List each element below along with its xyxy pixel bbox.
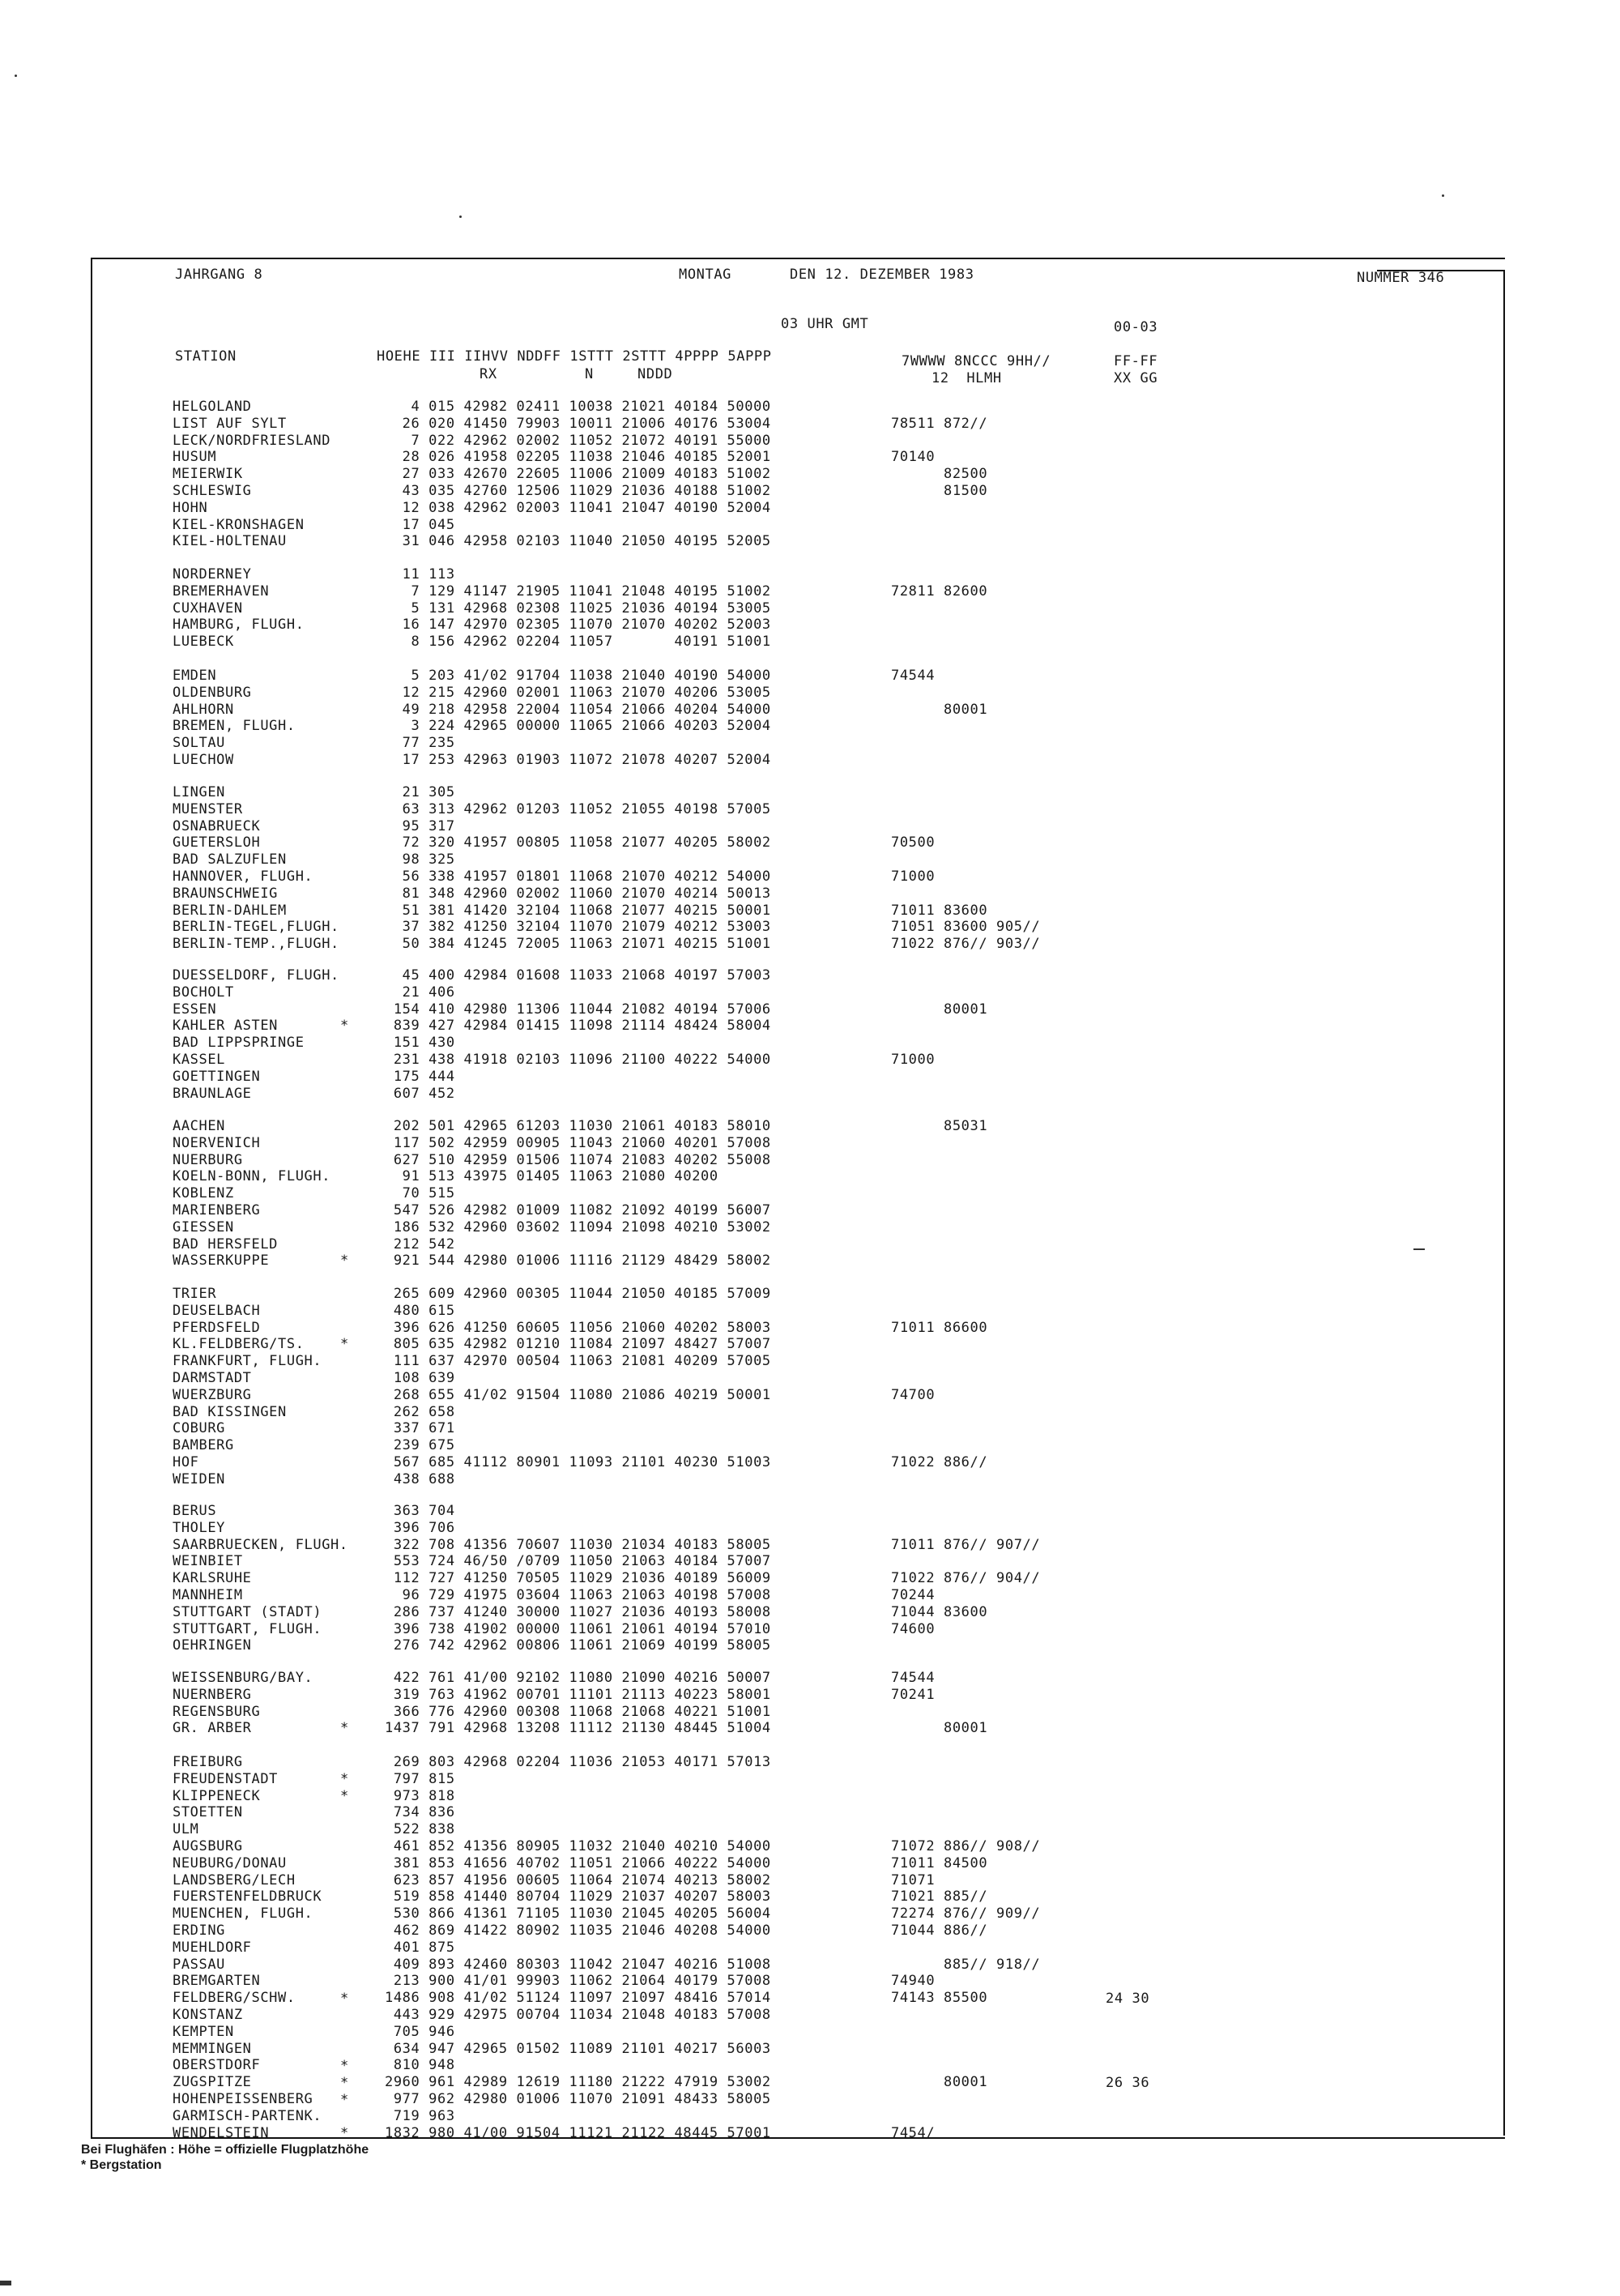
- column-weather-subheader: 12 HLMH: [932, 370, 1002, 386]
- scan-mark: [0, 2281, 11, 2285]
- mountain-station-marker: *: [340, 1018, 349, 1034]
- station-values-group-7: 265 609 42960 00305 11044 21050 40185 57009 480 615 396 626 41250 60605 11056 21060 40202 58003 805 635 42982 01210 11084 21097 48427 57007 111 637 42970 00504 11063 21081 40209 57005 108 639 268 655 41/02 91504 11080 21086 40219 50001 262 658 337 671 239 675 567 685 41112 80901 11093 21101 40230 51003 438 688: [393, 1286, 771, 1487]
- station-values-group-9: 422 761 41/00 92102 11080 21090 40216 50007 319 763 41962 00701 11101 21113 40223 58001 366 776 42960 00308 11068 21068 40221 51001 1437 791 42968 13208 11112 21130 48445 51004: [385, 1670, 771, 1737]
- mountain-station-marker: *: [340, 2092, 349, 2108]
- station-extra-group-1: 78511 872// 70140 82500 81500: [891, 415, 988, 499]
- date-label: DEN 12. DEZEMBER 1983: [790, 267, 974, 283]
- station-extra-group-6: 85031: [944, 1118, 988, 1134]
- mountain-station-marker: *: [340, 1771, 349, 1787]
- footnote-airport-height: Bei Flughäfen : Höhe = offizielle Flugplatzhöhe: [81, 2143, 369, 2157]
- mountain-station-marker: *: [340, 1720, 349, 1736]
- jahrgang-label: JAHRGANG 8: [175, 267, 263, 283]
- station-names-group-10: FREIBURG FREUDENSTADT KLIPPENECK STOETTEN ULM AUGSBURG NEUBURG/DONAU LANDSBERG/LECH FUERSTENFELDBRUCK MUENCHEN, FLUGH. ERDING MUEHLDORF PASSAU BREMGARTEN FELDBERG/SCHW. KONSTANZ KEMPTEN MEMMINGEN OBERSTDORF ZUGSPITZE HOHENPEISSENBERG GARMISCH-PARTENK. WENDELSTEIN: [173, 1754, 322, 2141]
- scan-speck: [1413, 1248, 1425, 1250]
- mountain-station-marker: *: [340, 1336, 349, 1352]
- observation-time: 03 UHR GMT: [781, 316, 869, 332]
- station-values-group-5: 45 400 42984 01608 11033 21068 40197 57003 21 406 154 410 42980 11306 11044 21082 40194 57006 839 427 42984 01415 11098 21114 48424 58004 151 430 231 438 41918 02103 11096 21100 40222 54000 175 444 607 452: [393, 967, 771, 1102]
- column-station-header: STATION: [175, 348, 237, 365]
- station-extra-group-8: 71011 876// 907// 71022 876// 904// 70244 71044 83600 74600: [891, 1536, 1041, 1637]
- station-extra-group-2: 72811 82600: [891, 583, 988, 600]
- frame-right-edge: [1503, 270, 1505, 2136]
- station-names-group-2: NORDERNEY BREMERHAVEN CUXHAVEN HAMBURG, FLUGH. LUEBECK: [173, 566, 305, 651]
- station-values-group-3: 5 203 41/02 91704 11038 21040 40190 54000 12 215 42960 02001 11063 21070 40206 53005 49 218 42958 22004 11054 21066 40204 54000 3 224 42965 00000 11065 21066 40203 52004 77 235 17 253 42963 01903 11072 21078 40207 52004: [402, 668, 771, 768]
- station-names-group-1: HELGOLAND LIST AUF SYLT LECK/NORDFRIESLAND HUSUM MEIERWIK SCHLESWIG HOHN KIEL-KRONSHAGEN KIEL-HOLTENAU: [173, 399, 331, 550]
- mountain-station-marker: *: [340, 1788, 349, 1804]
- station-names-group-7: TRIER DEUSELBACH PFERDSFELD KL.FELDBERG/TS. FRANKFURT, FLUGH. DARMSTADT WUERZBURG BAD KISSINGEN COBURG BAMBERG HOF WEIDEN: [173, 1286, 322, 1487]
- station-values-group-8: 363 704 396 706 322 708 41356 70607 11030 21034 40183 58005 553 724 46/50 /0709 11050 21063 40184 57007 112 727 41250 70505 11029 21036 40189 56009 96 729 41975 03604 11063 21063 40198 57008 286 737 41240 30000 11027 21036 40193 58008 396 738 41902 00000 11061 21061 40194 57010 276 742 42962 00806 11061 21069 40199 58005: [393, 1503, 771, 1654]
- station-names-group-3: EMDEN OLDENBURG AHLHORN BREMEN, FLUGH. SOLTAU LUECHOW: [173, 668, 296, 768]
- issue-number: NUMMER 346: [1357, 270, 1445, 286]
- column-codes-subheader: RX N NDDD: [480, 366, 673, 382]
- station-values-group-2: 11 113 7 129 41147 21905 11041 21048 40195 51002 5 131 42968 02308 11025 21036 40194 53005 16 147 42970 02305 11070 21070 40202 52003 8 156 42962 02204 11057 40191 51001: [402, 566, 771, 651]
- scan-speck: [15, 75, 17, 77]
- station-names-group-4: LINGEN MUENSTER OSNABRUECK GUETERSLOH BAD SALZUFLEN HANNOVER, FLUGH. BRAUNSCHWEIG BERLIN-DAHLEM BERLIN-TEGEL,FLUGH. BERLIN-TEMP.,FLUGH.: [173, 784, 339, 953]
- gust-value-feldberg: 24 30: [1106, 1991, 1150, 2007]
- station-names-group-8: BERUS THOLEY SAARBRUECKEN, FLUGH. WEINBIET KARLSRUHE MANNHEIM STUTTGART (STADT) STUTTGART, FLUGH. OEHRINGEN: [173, 1503, 348, 1654]
- station-values-group-10: 269 803 42968 02204 11036 21053 40171 57013 797 815 973 818 734 836 522 838 461 852 41356 80905 11032 21040 40210 54000 381 853 41656 40702 11051 21066 40222 54000 623 857 41956 00605 11064 21074 40213 58002 519 858 41440 80704 11029 21037 40207 58003 530 866 41361 71105 11030 21045 40205 56004 462 869 41422 80902 11035 21046 40208 54000 401 875 409 893 42460 80303 11042 21047 40216 51008 213 900 41/01 99903 11062 21064 40179 57008 1486 908 41/02 51124 11097 21097 48416 57014 443 929 42975 00704 11034 21048 40183 57008 705 946 634 947 42965 01502 11089 21101 40217 56003 810 948 2960 961 42989 12619 11180 21222 47919 53002 977 962 42980 01006 11070 21091 48433 58005 719 963 1832 980 41/00 91504 11121 21122 48445 57001: [385, 1754, 771, 2141]
- gust-period: 00-03: [1114, 319, 1158, 335]
- mountain-station-marker: *: [340, 2075, 349, 2091]
- footnote-mountain-station: * Bergstation: [81, 2158, 162, 2172]
- column-codes-header: HOEHE III IIHVV NDDFF 1STTT 2STTT 4PPPP 5APPP: [377, 348, 772, 365]
- mountain-station-marker: *: [340, 1253, 349, 1269]
- station-names-group-9: WEISSENBURG/BAY. NUERNBERG REGENSBURG GR. ARBER: [173, 1670, 313, 1737]
- column-weather-header: 7WWWW 8NCCC 9HH//: [902, 353, 1051, 369]
- station-extra-group-5: 80001 71000: [891, 1001, 988, 1068]
- station-values-group-4: 21 305 63 313 42962 01203 11052 21055 40198 57005 95 317 72 320 41957 00805 11058 21077 40205 58002 98 325 56 338 41957 01801 11068 21070 40212 54000 81 348 42960 02002 11060 21070 40214 50013 51 381 41420 32104 11068 21077 40215 50001 37 382 41250 32104 11070 21079 40212 53003 50 384 41245 72005 11063 21071 40215 51001: [402, 784, 771, 953]
- mountain-station-marker: *: [340, 2125, 349, 2141]
- column-gust-header: FF-FF: [1114, 353, 1158, 369]
- station-extra-group-3: 74544 80001: [891, 668, 988, 718]
- scan-speck: [459, 216, 462, 218]
- scan-speck: [1442, 194, 1444, 197]
- station-extra-group-7: 71011 86600 74700 71022 886//: [891, 1319, 988, 1470]
- station-values-group-1: 4 015 42982 02411 10038 21021 40184 50000 26 020 41450 79903 10011 21006 40176 53004 7 022 42962 02002 11052 21072 40191 55000 28 026 41958 02205 11038 21046 40185 52001 27 033 42670 22605 11006 21009 40183 51002 43 035 42760 12506 11029 21036 40188 51002 12 038 42962 02003 11041 21047 40190 52004 17 045 31 046 42958 02103 11040 21050 40195 52005: [402, 399, 771, 550]
- station-names-group-6: AACHEN NOERVENICH NUERBURG KOELN-BONN, FLUGH. KOBLENZ MARIENBERG GIESSEN BAD HERSFELD WASSERKUPPE: [173, 1118, 331, 1270]
- station-extra-group-4: 70500 71000 71011 83600 71051 83600 905// 71022 876// 903//: [891, 834, 1041, 953]
- station-extra-group-9: 74544 70241 80001: [891, 1670, 988, 1737]
- station-extra-group-10: 71072 886// 908// 71011 84500 71071 71021 885// 72274 876// 909// 71044 886// 885// 918// 74940 74143 85500 80001 7454/: [891, 1837, 1041, 2141]
- column-gust-subheader: XX GG: [1114, 370, 1158, 386]
- weekday-label: MONTAG: [679, 267, 732, 283]
- mountain-station-marker: *: [340, 2058, 349, 2074]
- station-names-group-5: DUESSELDORF, FLUGH. BOCHOLT ESSEN KAHLER ASTEN BAD LIPPSPRINGE KASSEL GOETTINGEN BRAUNLAGE: [173, 967, 339, 1102]
- gust-value-zugspitze: 26 36: [1106, 2075, 1150, 2091]
- station-values-group-6: 202 501 42965 61203 11030 21061 40183 58010 117 502 42959 00905 11043 21060 40201 57008 627 510 42959 01506 11074 21083 40202 55008 91 513 43975 01405 11063 21080 40200 70 515 547 526 42982 01009 11082 21092 40199 56007 186 532 42960 03602 11094 21098 40210 53002 212 542 921 544 42980 01006 11116 21129 48429 58002: [393, 1118, 771, 1270]
- mountain-station-marker: *: [340, 1991, 349, 2007]
